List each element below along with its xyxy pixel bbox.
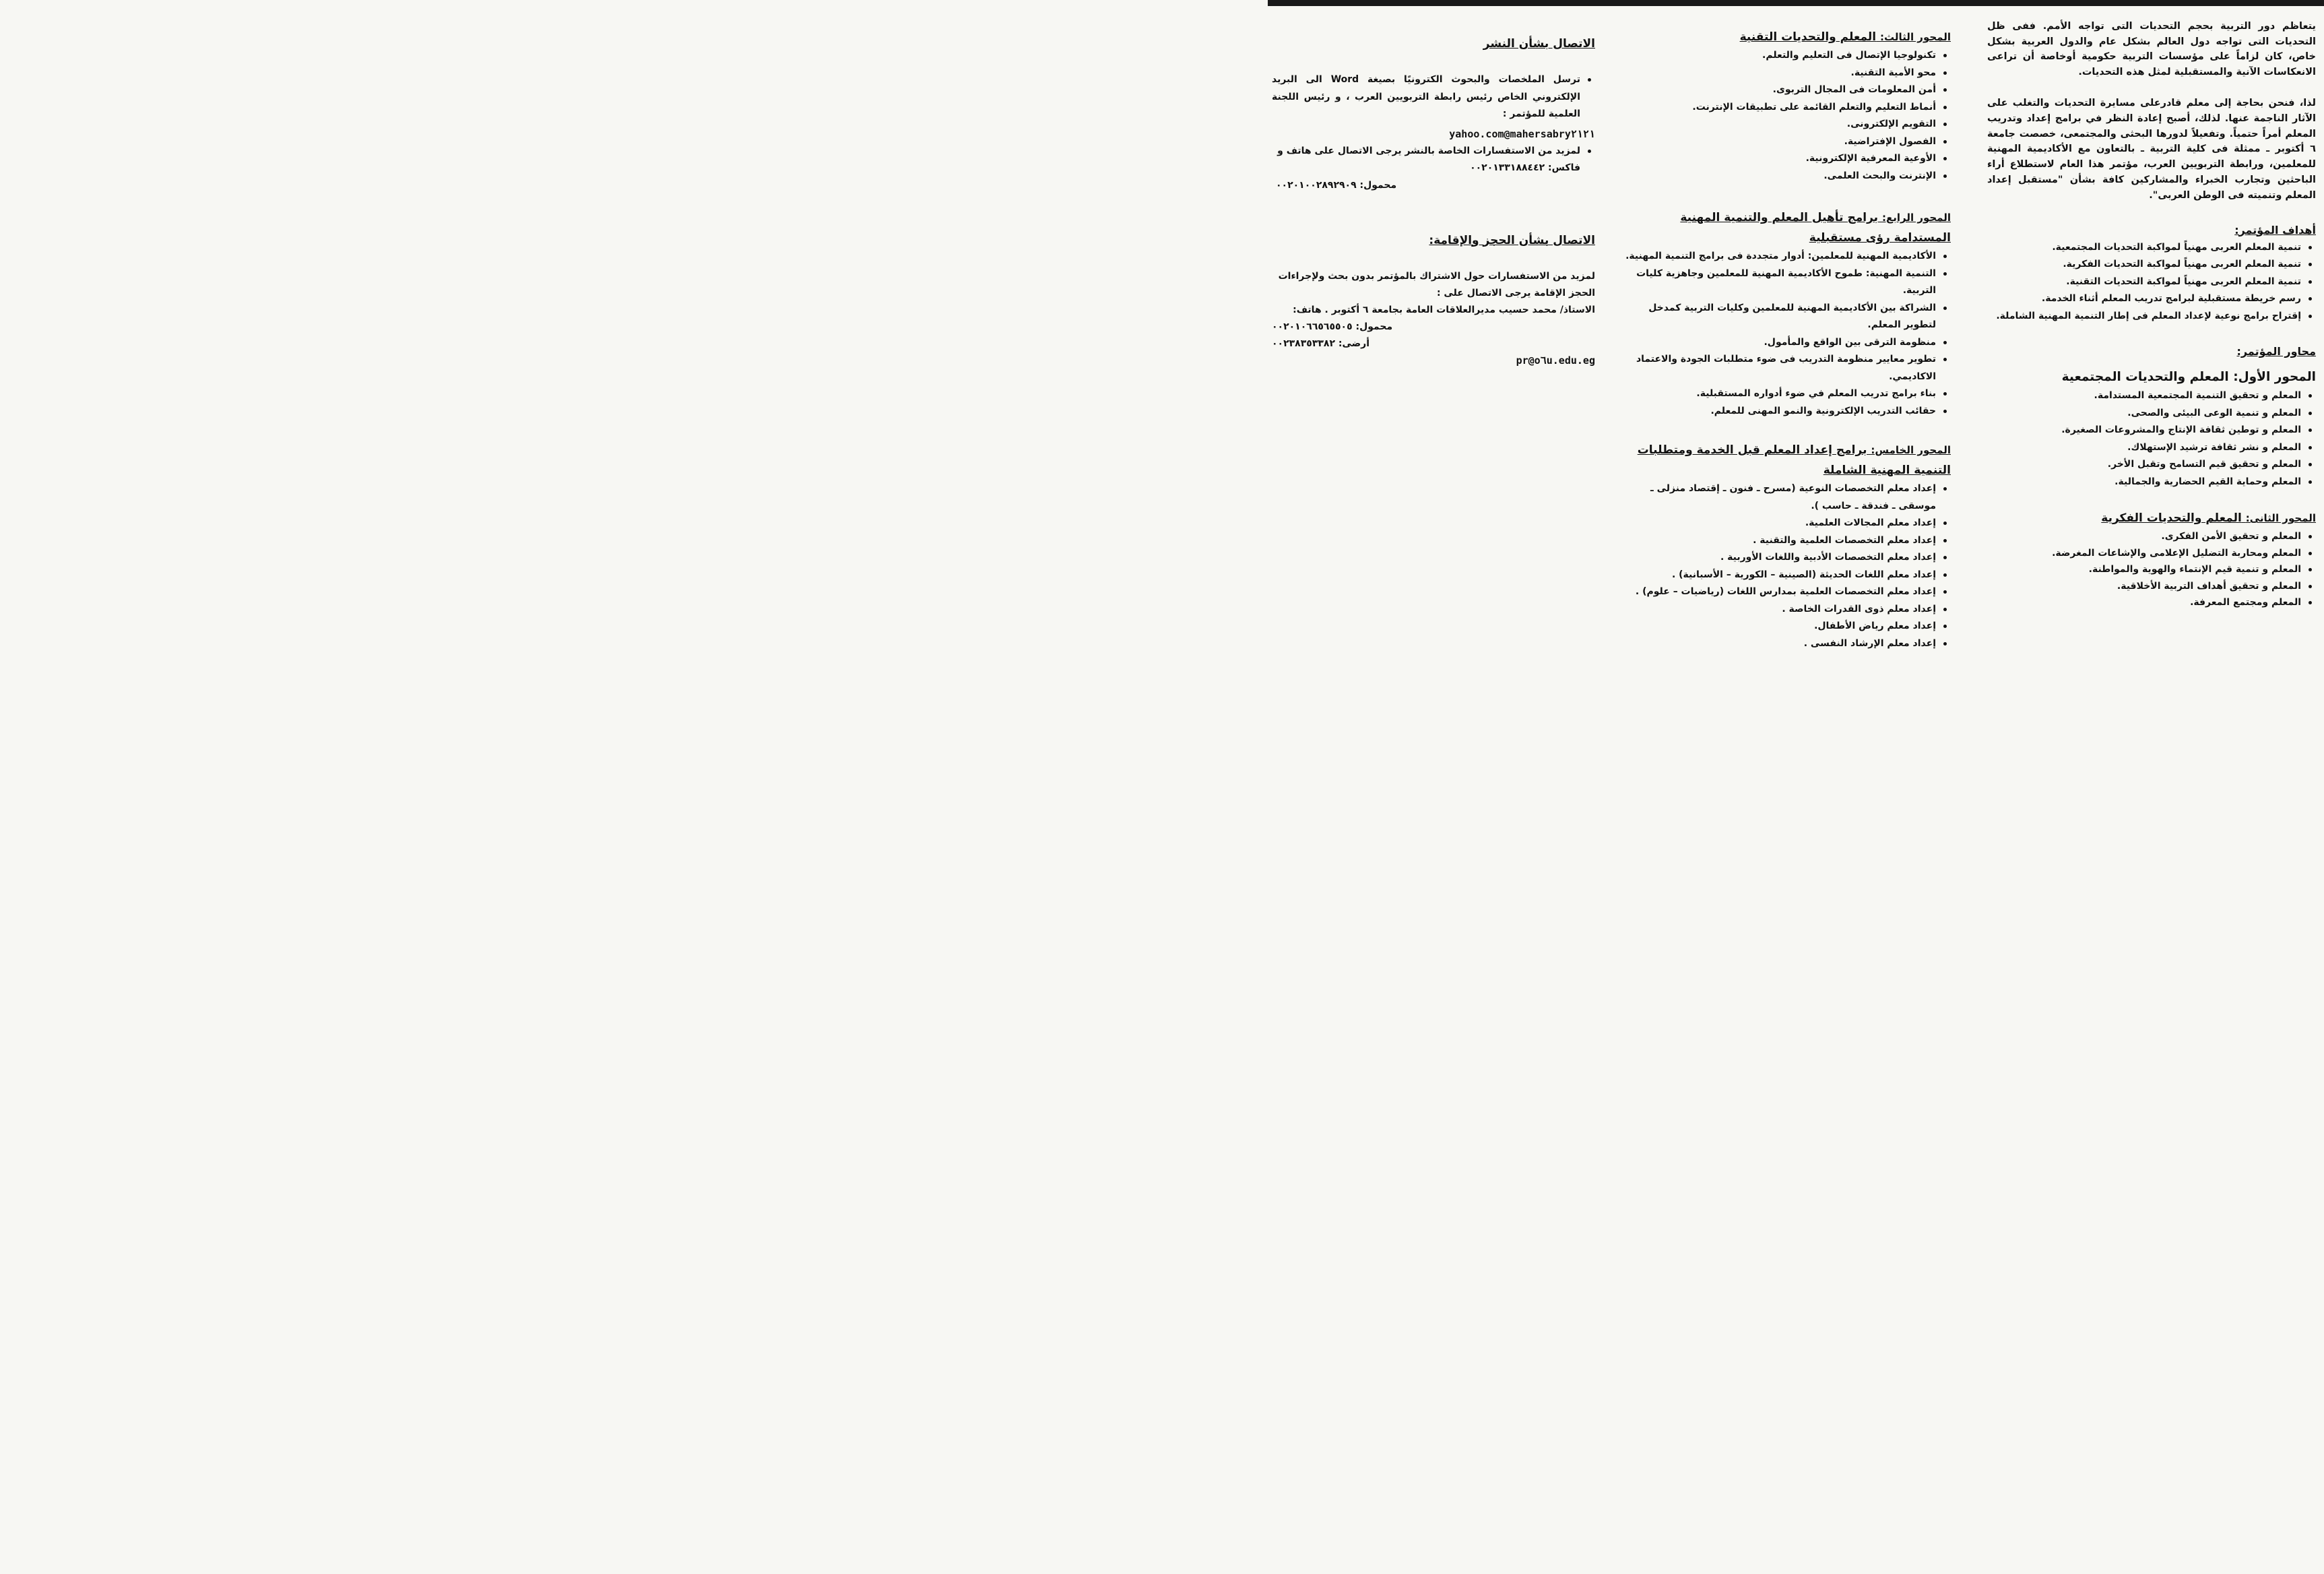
column-right xyxy=(1987,19,2316,611)
list-item: منظومة الترقى بين الواقع والمأمول. xyxy=(1618,334,1951,352)
list-item: إعداد معلم ذوى القدرات الخاصة . xyxy=(1618,601,1951,619)
list-item: الشراكة بين الأكاديمية المهنية للمعلمين وكليات التربية كمدخل لتطوير المعلم. xyxy=(1618,300,1951,334)
list-item: محو الأمية التقنية. xyxy=(1618,65,1951,82)
list-item: إعداد معلم رياض الأطفال. xyxy=(1618,618,1951,635)
list-item: الأوعية المعرفية الإلكترونية. xyxy=(1618,150,1951,168)
list-item: إعداد معلم التخصصات العلمية بمدارس اللغات (رياضيات – علوم) . xyxy=(1618,584,1951,601)
list-item: إعداد معلم التخصصات النوعية (مسرح ـ فنون ـ إقتصاد منزلى ـ موسقى ـ فندقة ـ حاسب ). xyxy=(1618,480,1951,515)
axis2-list xyxy=(1987,528,2316,611)
goals-heading: أهداف المؤتمر: xyxy=(2234,223,2316,237)
publishing-list xyxy=(1272,71,1595,123)
axis3-lead: المحور الثالث: xyxy=(1880,31,1951,43)
axes-heading: محاور المؤتمر: xyxy=(2236,345,2316,358)
goals-list xyxy=(1987,239,2316,325)
axis2-title: المعلم والتحديات الفكرية xyxy=(2101,511,2242,526)
publishing-list-2 xyxy=(1272,143,1595,177)
list-item: المعلم وحماية القيم الحضارية والجمالية. xyxy=(1987,474,2316,491)
list-item: تطوير معايير منظومة التدريب فى ضوء متطلبات الجودة والاعتماد الاكاديمي. xyxy=(1618,351,1951,385)
axis4-title-line1: برامج تأهيل المعلم والتنمية المهنية xyxy=(1680,211,1879,224)
list-item: إعداد معلم التخصصات الأدبية واللغات الأوربية . xyxy=(1618,549,1951,567)
list-item: الأكاديمية المهنية للمعلمين: أدوار متجددة فى برامج التنمية المهنية. xyxy=(1618,248,1951,265)
axis3-heading xyxy=(1618,27,1951,47)
top-border xyxy=(1268,0,2324,6)
list-item: المعلم و تنمية الوعى البيئى والصحى. xyxy=(1987,405,2316,422)
column-middle xyxy=(1618,27,1951,652)
list-item: المعلم و تحقيق قيم التسامح وتقبل الأخر. xyxy=(1987,456,2316,474)
intro-paragraph-2: لذا، فنحن بحاجة إلى معلم قادرعلى مسايرة التحديات والتغلب على الآثار الناجمة عنها. لذلك، أصبح إعادة النظر في برامج إعداد وتدريب المعلم أمراً حتمياً. وتفعيلاً لدورها البحثى والمجتمعى، خصصت جامعة ٦ أكتوبر ـ ممثلة فى كلية التربية ـ بالتعاون مع الأكاديمية المهنية للمعلمين، ورابطة التربويين العرب، مؤتمر هذا العام لاستطلاع أراء الباحثين وتجارب الخبراء والمشاركين كافة بشأن "مستقبل إعداد المعلم وتنميته فى الوطن العربى". xyxy=(1987,98,2316,201)
booking-heading: الاتصال بشأن الحجز والإقامة: xyxy=(1429,233,1595,247)
axis4-title-line2: المستدامة رؤى مستقبلية xyxy=(1809,231,1951,245)
list-item: إعداد معلم المجالات العلمية. xyxy=(1618,515,1951,532)
list-item: المعلم ومحاربة التضليل الإعلامى والإشاعات المغرضة. xyxy=(1987,545,2316,562)
publishing-heading: الاتصال بشأن النشر xyxy=(1483,37,1595,51)
axis1-list xyxy=(1987,387,2316,491)
axis1-heading: المحور الأول: المعلم والتحديات المجتمعية xyxy=(2061,370,2316,385)
intro-paragraph-1: يتعاظم دور التربية بحجم التحديات التى تواجه الأمم. ففى ظل التحديات التى تواجه دول العالم بشكل عام والدول العربية بشكل خاص، كان لزاماً على مؤسسات التربية حكومية أوخاصة أن تراعى الانعكاسات الآنية والمستقبلية لمثل هذه التحديات. xyxy=(1987,21,2316,77)
booking-landline: أرضى: ٠٠٢٣٨٣٥٣٣٨٢ xyxy=(1272,338,1370,349)
publishing-mobile: محمول: ٠٠٢٠١٠٠٢٨٩٢٩٠٩ xyxy=(1276,179,1397,191)
list-item: تنمية المعلم العربى مهنياً لمواكبة التحديات التقنية. xyxy=(1987,274,2316,291)
list-item: تنمية المعلم العربى مهنياً لمواكبة التحديات الفكرية. xyxy=(1987,256,2316,274)
list-item: إعداد معلم اللغات الحديثة (الصينية – الكورية – الأسبانية) . xyxy=(1618,567,1951,584)
booking-mobile: محمول: ٠٠٢٠١٠٦٦٥٦٥٥٠٥ xyxy=(1272,321,1393,332)
list-item: أنماط التعليم والتعلم القائمة على تطبيقات الإنترنت. xyxy=(1618,99,1951,117)
list-item: تنمية المعلم العربى مهنياً لمواكبة التحديات المجتمعية. xyxy=(1987,239,2316,257)
list-item: التقويم الإلكترونى. xyxy=(1618,116,1951,133)
axis5-lead: المحور الخامس: xyxy=(1871,444,1951,456)
axis5-heading xyxy=(1618,440,1951,460)
axis3-list xyxy=(1618,47,1951,185)
list-item: الفصول الإفتراضية. xyxy=(1618,133,1951,151)
list-item: المعلم و تحقيق الأمن الفكرى. xyxy=(1987,528,2316,545)
list-item: بناء برامج تدريب المعلم في ضوء أدواره المستقبلية. xyxy=(1618,385,1951,403)
booking-email[interactable]: pr@o٦u.edu.eg xyxy=(1516,354,1595,367)
axis4-lead: المحور الرابع: xyxy=(1881,212,1951,224)
list-item: إقتراح برامج نوعية لإعداد المعلم فى إطار التنمية المهنية الشاملة. xyxy=(1987,308,2316,325)
list-item: المعلم و تنمية قيم الإنتماء والهوية والمواطنة. xyxy=(1987,561,2316,578)
axis2-lead: المحور الثانى: xyxy=(2245,512,2316,525)
axis3-title: المعلم والتحديات التقنية xyxy=(1739,30,1877,44)
list-item: حقائب التدريب الإلكترونية والنمو المهنى للمعلم. xyxy=(1618,403,1951,420)
list-item: إعداد معلم التخصصات العلمية والتقنية . xyxy=(1618,532,1951,550)
list-item: المعلم و نشر ثقافة ترشيد الإستهلاك. xyxy=(1987,439,2316,457)
axis2-heading xyxy=(1987,508,2316,528)
list-item: المعلم و تحقيق أهداف التربية الأخلاقية. xyxy=(1987,578,2316,595)
publishing-email[interactable]: yahoo.com@mahersabry٢١٢١ xyxy=(1449,127,1595,140)
list-item: إعداد معلم الإرشاد النفسى . xyxy=(1618,635,1951,653)
publishing-item-1: ترسل الملخصات والبحوث الكترونيًا بصيغة Word الى البريد الإلكتروني الخاص رئيس رابطة التربويين العرب ، و رئيس اللجنة العلمية للمؤتمر : xyxy=(1272,74,1580,119)
list-item: المعلم و توطين ثقافة الإنتاج والمشروعات الصغيرة. xyxy=(1987,422,2316,439)
axis5-title-line2: التنمية المهنية الشاملة xyxy=(1823,464,1951,477)
column-left xyxy=(1272,34,1595,369)
axis5-list xyxy=(1618,480,1951,652)
list-item: رسم خريطة مستقبلية لبرامج تدريب المعلم أثناء الخدمة. xyxy=(1987,290,2316,308)
list-item: المعلم ومجتمع المعرفة. xyxy=(1987,594,2316,611)
list-item: لمزيد من الاستفسارات الخاصة بالنشر يرجى الاتصال على هاتف و فاكس: ٠٠٢٠١٣٣١٨٨٤٤٢ xyxy=(1272,143,1595,177)
booking-line-2: الاستاذ/ محمد حسيب مديرالعلاقات العامة بجامعة ٦ أكتوبر . هاتف: xyxy=(1293,304,1595,315)
booking-line-1: لمزيد من الاستفسارات حول الاشتراك بالمؤتمر بدون بحث ولإجراءات الحجز الإقامة يرجى الاتصال على : xyxy=(1278,270,1595,298)
list-item: الإنترنت والبحث العلمى. xyxy=(1618,168,1951,185)
axis5-title-line1: برامج إعداد المعلم قبل الخدمة ومتطلبات xyxy=(1637,443,1867,457)
axis4-heading xyxy=(1618,208,1951,228)
list-item xyxy=(1272,71,1595,123)
list-item: التنمية المهنية: طموح الأكاديمية المهنية للمعلمين وجاهزية كليات التربية. xyxy=(1618,265,1951,300)
axis4-list xyxy=(1618,248,1951,420)
list-item: أمن المعلومات فى المجال التربوى. xyxy=(1618,82,1951,99)
list-item: تكنولوجيا الإتصال فى التعليم والتعلم. xyxy=(1618,47,1951,65)
list-item: المعلم و تحقيق التنمية المجتمعية المستدامة. xyxy=(1987,387,2316,405)
